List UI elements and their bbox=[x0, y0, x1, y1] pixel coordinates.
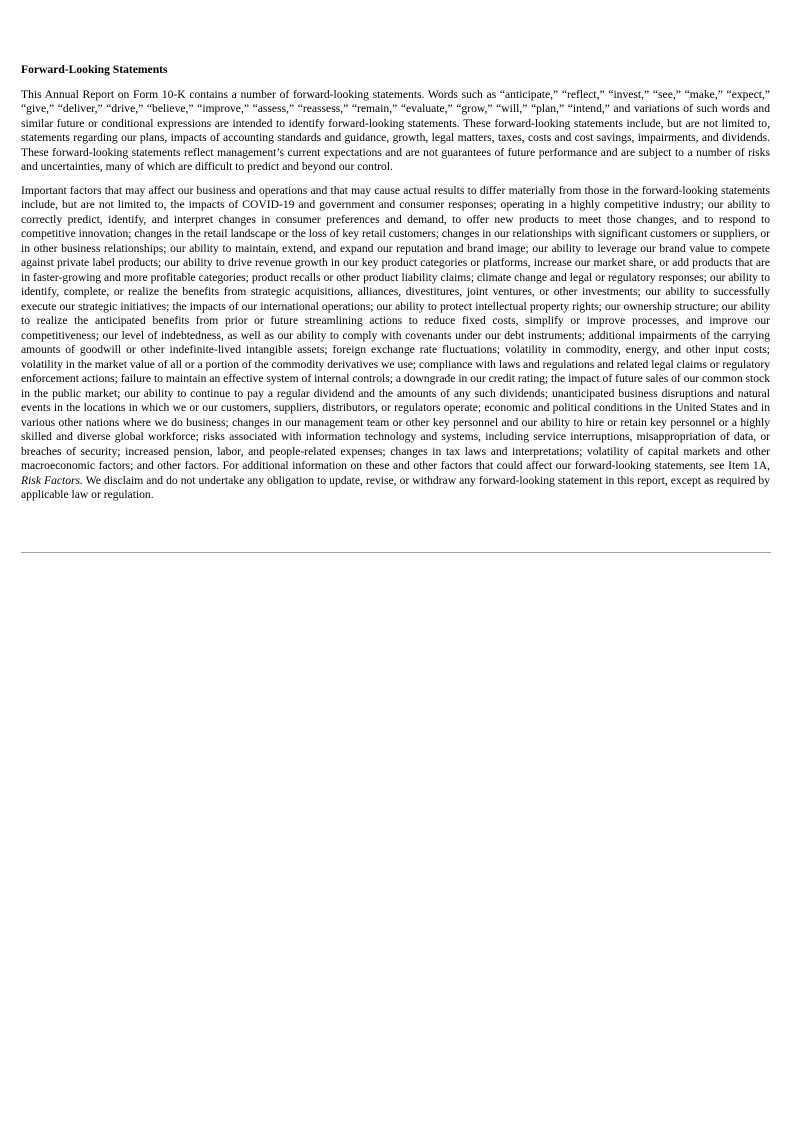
intro-paragraph: This Annual Report on Form 10-K contains a number of forward-looking statements. Words such as “anticipate,” “reflect,” “invest,” “see,” “make,” “expect,” “give,” “deliver,” “drive,” “believe,” “improve,” “assess,” “reassess,” “remain,” “evaluate,” “grow,” “will,” “plan,” “intend,” and variations of such words and similar future or conditional expressions are intended to identify forward-looking statements. These forward-looking statements include, but are not limited to, statements regarding our plans, impacts of accounting standards and guidance, growth, legal matters, taxes, costs and cost savings, impairments, and dividends. These forward-looking statements reflect management’s current expectations and are not guarantees of future performance and are subject to a number of risks and uncertainties, many of which are difficult to predict and beyond our control. bbox=[21, 87, 770, 173]
risk-factors-text: Important factors that may affect our business and operations and that may cause actual results to differ materially from those in the forward-looking statements include, but are not limited to, the impacts of COVID-19 and government and consumer responses; operating in a highly competitive industry; our ability to correctly predict, identify, and interpret changes in consumer preferences and demand, to offer new products to meet those changes, and to respond to competitive innovation; changes in the retail landscape or the loss of key retail customers; changes in our relationships with significant customers or suppliers, or in other business relationships; our ability to maintain, extend, and expand our reputation and brand image; our ability to leverage our brand value to compete against private label products; our ability to drive revenue growth in our key product categories or platforms, increase our market share, or add products that are in faster-growing and more profitable categories; product recalls or other product liability claims; climate change and legal or regulatory responses; our ability to identify, complete, or realize the benefits from strategic acquisitions, alliances, divestitures, joint ventures, or other investments; our ability to successfully execute our strategic initiatives; the impacts of our international operations; our ability to protect intellectual property rights; our ownership structure; our ability to realize the anticipated benefits from prior or future streamlining actions to reduce fixed costs, simplify or improve processes, and improve our competitiveness; our level of indebtedness, as well as our ability to comply with covenants under our debt instruments; additional impairments of the carrying amounts of goodwill or other indefinite-lived intangible assets; foreign exchange rate fluctuations; volatility in commodity, energy, and other input costs; volatility in the market value of all or a portion of the commodity derivatives we use; compliance with laws and regulations and related legal claims or regulatory enforcement actions; failure to maintain an effective system of internal controls; a downgrade in our credit rating; the impact of future sales of our common stock in the public market; our ability to continue to pay a regular dividend and the amounts of any such dividends; unanticipated business disruptions and natural events in the locations in which we or our customers, suppliers, distributors, or regulators operate; economic and political conditions in the United States and in various other nations where we do business; changes in our management team or other key personnel and our ability to hire or retain key personnel or a highly skilled and diverse global workforce; risks associated with information technology and systems, including service interruptions, misappropriation of data, or breaches of security; increased pension, labor, and people-related expenses; changes in tax laws and interpretations; volatility of capital markets and other macroeconomic factors; and other factors. For additional information on these and other factors that could affect our forward-looking statements, see Item 1A, bbox=[21, 183, 770, 472]
document-page bbox=[21, 63, 770, 512]
disclaimer-text: We disclaim and do not undertake any obligation to update, revise, or withdraw any forward-looking statement in this report, except as required by applicable law or regulation. bbox=[21, 473, 771, 501]
risk-factors-reference: Risk Factors. bbox=[21, 473, 83, 487]
risk-factors-paragraph bbox=[21, 184, 770, 503]
section-heading: Forward-Looking Statements bbox=[21, 63, 168, 76]
page-divider bbox=[21, 552, 771, 553]
